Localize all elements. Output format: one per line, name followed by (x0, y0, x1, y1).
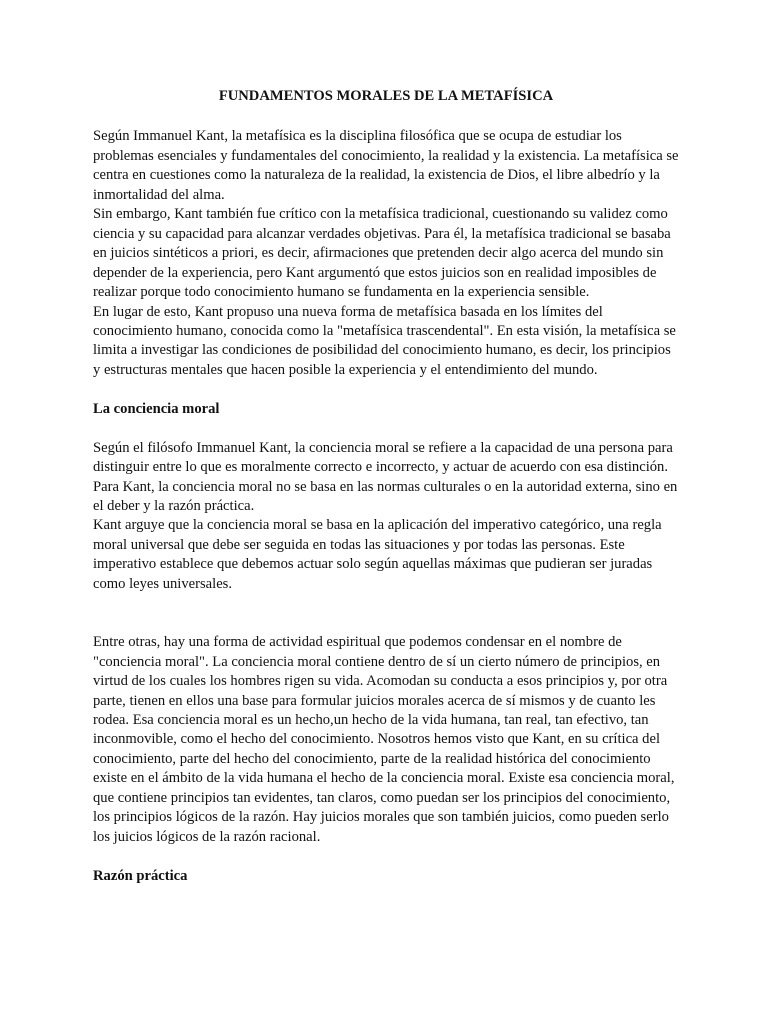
section-heading-conciencia-moral: La conciencia moral (93, 400, 220, 417)
spacer (93, 847, 679, 866)
paragraph-metafisica-trascendental: En lugar de esto, Kant propuso una nueva forma de metafísica basada en los límites del conocimiento humano, conocida como la "metafísica trascendental". En esta visión, la metafísica se limita a investigar las condiciones de posibilidad del conocimiento humano, es decir, los principios y estructuras mentales que hacen posible la experiencia y el entendimiento del mundo. (93, 303, 676, 378)
document-title: FUNDAMENTOS MORALES DE LA METAFÍSICA (218, 88, 554, 104)
paragraph-kant-metafisica: Según Immanuel Kant, la metafísica es la disciplina filosófica que se ocupa de estudiar los problemas esenciales y fundamentales del conocimiento, la realidad y la existencia. La metafísica se centra en cuestiones como la naturaleza de la realidad, la existencia de Dios, el libre albedrío y la inmortalidad del alma. (93, 128, 679, 203)
paragraph-actividad-espiritual: Entre otras, hay una forma de actividad espiritual que podemos condensar en el nombre de "conciencia moral". La conciencia moral contiene dentro de sí un cierto número de principios, en virtud de los cuales los hombres rigen su vida. Acomodan su conducta a esos principios y, por otra parte, tienen en ellos una base para formular juicios morales acerca de sí mismos y de cuanto les rodea. Esa conciencia moral es un hecho,un hecho de la vida humana, tan real, tan efectivo, tan inconmovible, como el hecho del conocimiento. Nosotros hemos visto que Kant, en su crítica del conocimiento, parte del hecho del conocimiento, parte de la realidad histórica del conocimiento existe en el ámbito de la vida humana el hecho de la conciencia moral. Existe esa conciencia moral, que contiene principios tan evidentes, tan claros, como puedan ser los principios del conocimiento, los principios lógicos de la razón. Hay juicios morales que son también juicios, como pueden serlo los juicios lógicos de la razón racional. (93, 634, 675, 845)
paragraph-conciencia-moral-definicion: Según el filósofo Immanuel Kant, la conciencia moral se refiere a la capacidad de una persona para distinguir entre lo que es moralmente correcto e incorrecto, y actuar de acuerdo con esa distinción. Para Kant, la conciencia moral no se basa en las normas culturales o en la autoridad externa, sino en el deber y la razón práctica. (93, 439, 678, 515)
spacer (93, 419, 679, 438)
paragraph-critica-metafisica: Sin embargo, Kant también fue crítico con la metafísica tradicional, cuestionando su validez como ciencia y su capacidad para alcanzar verdades objetivas. Para él, la metafísica tradicional se basaba en juicios sintéticos a priori, es decir, afirmaciones que pretenden decir algo acerca del mundo sin depender de la experiencia, pero Kant argumentó que estos juicios son en realidad imposibles de realizar porque todo conocimiento humano se fundamenta en la experiencia sensible. (93, 206, 671, 301)
spacer (93, 380, 679, 399)
document-body (93, 87, 679, 886)
paragraph-imperativo-categorico: Kant arguye que la conciencia moral se basa en la aplicación del imperativo categórico, una regla moral universal que debe ser seguida en todas las situaciones y por todas las personas. Este imperativo establece que debemos actuar solo según aquellas máximas que pudieran ser juradas como leyes universales. (93, 517, 662, 592)
spacer (93, 594, 679, 633)
section-heading-razon-practica: Razón práctica (93, 867, 188, 884)
